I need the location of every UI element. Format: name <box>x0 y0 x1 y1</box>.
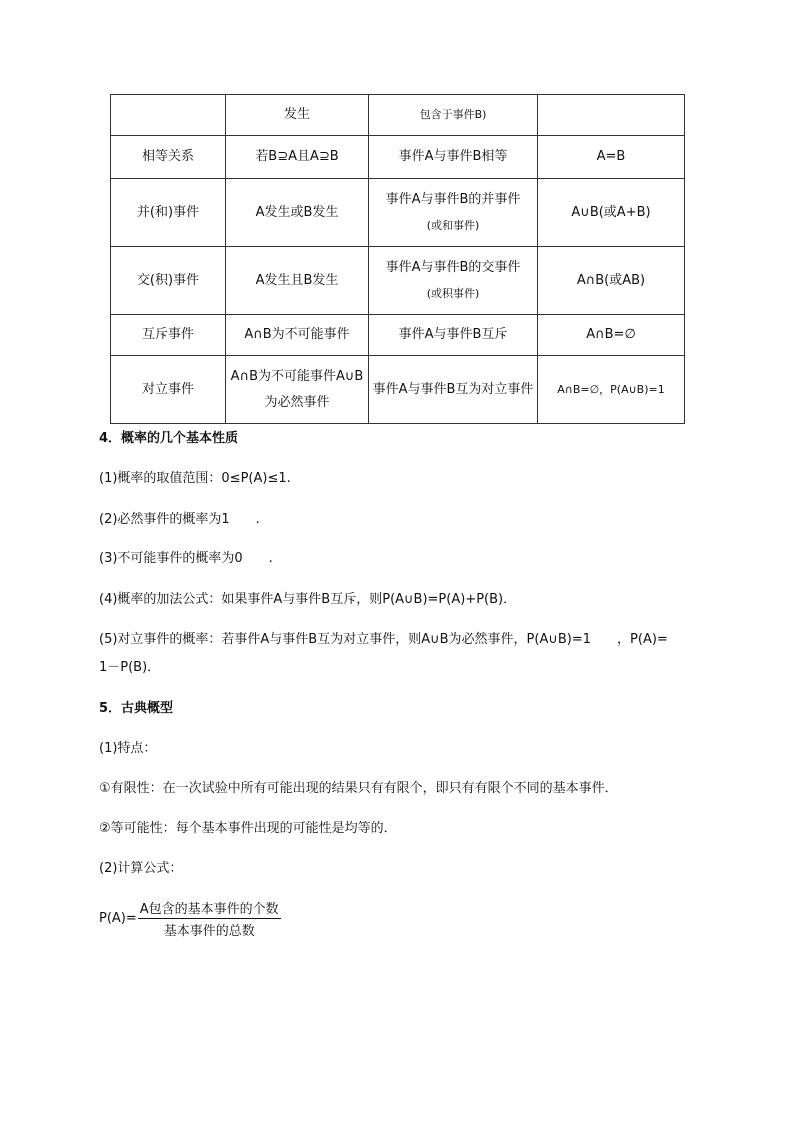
table-row <box>111 247 685 315</box>
probability-formula <box>99 898 281 939</box>
table-cell: A发生且B发生 <box>226 247 369 315</box>
table-cell: 对立事件 <box>111 356 226 424</box>
table-cell: A发生或B发生 <box>226 179 369 247</box>
paragraph: (2)必然事件的概率为1 . <box>99 512 260 527</box>
cell-note: (或和事件) <box>426 218 480 232</box>
table-cell <box>111 95 226 136</box>
table-cell: 互斥事件 <box>111 315 226 356</box>
cell-main-text: 事件A与事件B的并事件 <box>385 191 521 207</box>
table-cell: 事件A与事件B互为对立事件 <box>369 356 538 424</box>
paragraph: (1)特点： <box>99 741 157 756</box>
table-cell: A∩B为不可能事件 <box>226 315 369 356</box>
table-cell: A∩B(或AB) <box>538 247 685 315</box>
table-row <box>111 95 685 136</box>
paragraph: (2)计算公式： <box>99 861 183 876</box>
table-cell: 交(积)事件 <box>111 247 226 315</box>
paragraph: (3)不可能事件的概率为0 . <box>99 551 273 566</box>
event-relations-table <box>110 94 685 424</box>
section-5-title: 5．古典概型 <box>99 701 174 716</box>
table-cell: A∩B=∅，P(A∪B)=1 <box>538 356 685 424</box>
paragraph: (1)概率的取值范围：0≤P(A)≤1. <box>99 471 291 486</box>
paragraph: (4)概率的加法公式：如果事件A与事件B互斥，则P(A∪B)=P(A)+P(B)． <box>99 592 517 607</box>
cell-main-text: 事件A与事件B的交事件 <box>385 259 521 275</box>
table-cell: 相等关系 <box>111 136 226 179</box>
paragraph-continued: 1－P(B)． <box>99 660 161 675</box>
table-row <box>111 356 685 424</box>
table-cell: 事件A与事件B相等 <box>369 136 538 179</box>
table-cell: A∪B(或A+B) <box>538 179 685 247</box>
table-cell <box>369 179 538 247</box>
table-cell: 包含于事件B) <box>369 95 538 136</box>
table-cell: 若B⊇A且A⊇B <box>226 136 369 179</box>
table-row <box>111 315 685 356</box>
table-row <box>111 179 685 247</box>
list-item: ①有限性：在一次试验中所有可能出现的结果只有有限个，即只有有限个不同的基本事件． <box>99 781 618 796</box>
fraction <box>138 898 281 939</box>
fraction-denominator: 基本事件的总数 <box>163 924 255 939</box>
table-cell: A=B <box>538 136 685 179</box>
table-cell <box>538 95 685 136</box>
table-cell: 事件A与事件B互斥 <box>369 315 538 356</box>
fraction-numerator: A包含的基本事件的个数 <box>138 898 281 919</box>
table-cell <box>369 247 538 315</box>
table-cell: 并(和)事件 <box>111 179 226 247</box>
table-cell: A∩B=∅ <box>538 315 685 356</box>
table-row <box>111 136 685 179</box>
table-cell: 发生 <box>226 95 369 136</box>
cell-note: (或积事件) <box>426 286 480 300</box>
list-item: ②等可能性：每个基本事件出现的可能性是均等的． <box>99 821 397 836</box>
paragraph: (5)对立事件的概率：若事件A与事件B互为对立事件，则A∪B为必然事件，P(A∪B)=1 ，P(A)= <box>99 632 668 647</box>
formula-lhs: P(A)= <box>99 911 137 926</box>
section-4-title: 4．概率的几个基本性质 <box>99 431 239 446</box>
table-cell: A∩B为不可能事件A∪B为必然事件 <box>226 356 369 424</box>
